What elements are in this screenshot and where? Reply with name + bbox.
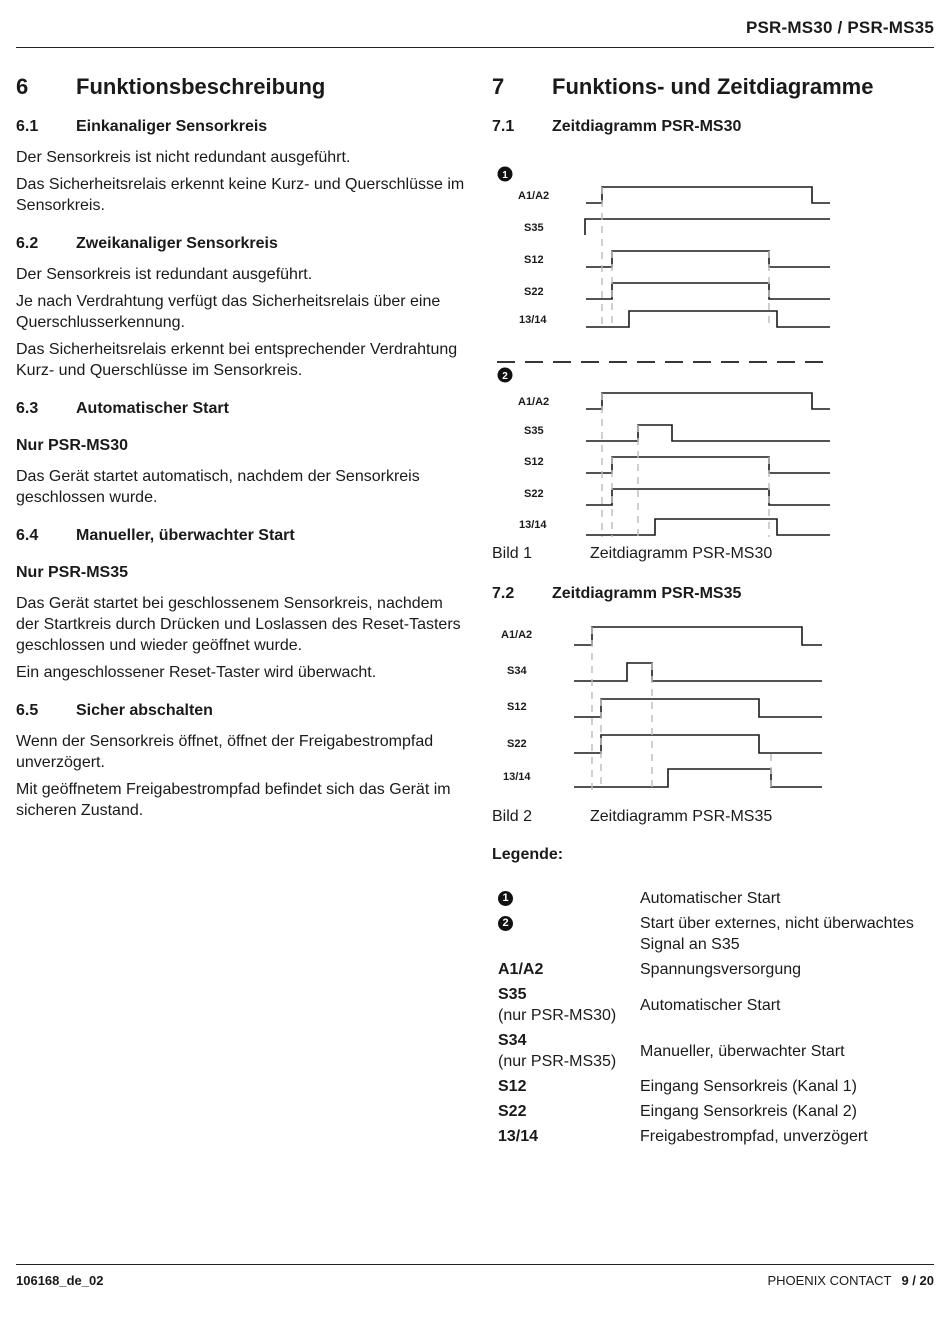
section-title: Zeitdiagramm PSR-MS30 — [552, 118, 742, 135]
paragraph: Ein angeschlossener Reset-Taster wird überwacht. — [16, 664, 377, 681]
left-column — [16, 74, 466, 827]
legend-key: S35 — [498, 986, 527, 1003]
paragraph: Der Sensorkreis ist nicht redundant ausgeführt. — [16, 149, 351, 166]
section-6-heading — [16, 74, 466, 100]
legend-row — [492, 913, 934, 959]
legend-key: S22 — [498, 1103, 527, 1120]
waveform-a1a2 — [574, 627, 822, 645]
badge-1-icon: 1 — [498, 891, 513, 906]
section-title: Sicher abschalten — [76, 702, 213, 719]
subheading: Nur PSR-MS35 — [16, 564, 129, 581]
waveform-a1a2 — [586, 187, 830, 203]
section-title: Funktions- und Zeitdiagramme — [552, 74, 874, 99]
section-title: Funktionsbeschreibung — [76, 74, 326, 99]
section-title: Manueller, überwachter Start — [76, 527, 295, 544]
waveform-a1a2 — [586, 393, 830, 409]
signal-label-s34: S34 — [507, 665, 527, 677]
section-number: 6.1 — [16, 118, 39, 135]
waveform-13-14 — [586, 311, 830, 327]
legend-row — [492, 984, 934, 1030]
footer-rule — [16, 1264, 934, 1265]
figure-caption-2 — [492, 808, 934, 826]
legend-title: Legende: — [492, 846, 564, 863]
section-number: 7 — [492, 74, 505, 99]
legend-row — [492, 1101, 934, 1126]
waveform-s35 — [586, 425, 830, 441]
legend-desc: Manueller, überwachter Start — [640, 1042, 845, 1060]
section-6-1-heading — [16, 118, 466, 136]
timing-diagram-ms35-svg — [492, 614, 934, 794]
section-title: Zweikanaliger Sensorkreis — [76, 235, 278, 252]
header-rule — [16, 47, 934, 48]
caption-text: Zeitdiagramm PSR-MS30 — [590, 545, 773, 562]
section-7-heading — [492, 74, 934, 100]
paragraph: Das Gerät startet bei geschlossenem Sensorkreis, nachdem der Startkreis durch Drücken und Loslassen des Reset-Tasters geschlossen und wieder geöffnet wurde. — [16, 595, 461, 654]
waveform-s12 — [586, 457, 830, 473]
legend-key: 13/14 — [498, 1128, 539, 1145]
legend-key: S34 — [498, 1032, 527, 1049]
legend-row — [492, 959, 934, 984]
signal-label-s22: S22 — [524, 286, 544, 298]
paragraph: Mit geöffnetem Freigabestrompfad befindet sich das Gerät im sicheren Zustand. — [16, 781, 451, 819]
signal-label-a1a2: A1/A2 — [518, 190, 550, 202]
signal-label-13-14: 13/14 — [519, 314, 547, 326]
caption-label: Bild 1 — [492, 545, 533, 562]
legend-row — [492, 888, 934, 913]
legend-table — [492, 888, 934, 1151]
waveform-s12 — [574, 699, 822, 717]
badge-1-number: 1 — [502, 170, 508, 181]
legend-row — [492, 1030, 934, 1076]
waveform-s22 — [586, 489, 830, 505]
signal-label-s22: S22 — [524, 488, 544, 500]
badge-2-number: 2 — [502, 371, 508, 382]
signal-label-s35: S35 — [524, 222, 544, 234]
footer-doc-id: 106168_de_02 — [16, 1273, 104, 1288]
signal-label-s12: S12 — [507, 701, 527, 713]
timing-diagram-ms35 — [492, 614, 934, 794]
subheading: Nur PSR-MS30 — [16, 437, 129, 454]
signal-label-13-14: 13/14 — [519, 519, 547, 531]
footer-page-number: 9 / 20 — [901, 1273, 934, 1288]
section-number: 6 — [16, 74, 29, 99]
signal-label-s35: S35 — [524, 425, 544, 437]
paragraph: Das Sicherheitsrelais erkennt keine Kurz- und Querschlüsse im Sensorkreis. — [16, 176, 465, 214]
page-header-title: PSR-MS30 / PSR-MS35 — [745, 18, 934, 37]
legend-key: S12 — [498, 1078, 527, 1095]
footer-company: PHOENIX CONTACT — [767, 1273, 892, 1288]
legend-desc: Automatischer Start — [640, 996, 781, 1014]
paragraph: Das Sicherheitsrelais erkennt bei entsprechender Verdrahtung Kurz- und Querschlüsse im Sensorkreis. — [16, 341, 458, 379]
signal-label-s22: S22 — [507, 738, 527, 750]
section-title: Einkanaliger Sensorkreis — [76, 118, 268, 135]
waveform-13-14 — [574, 769, 822, 787]
legend-desc: Automatischer Start — [640, 890, 781, 907]
waveform-s35 — [585, 219, 830, 235]
legend-key: A1/A2 — [498, 961, 544, 978]
signal-label-13-14: 13/14 — [503, 771, 531, 783]
section-6-2-heading — [16, 235, 466, 253]
caption-label: Bild 2 — [492, 808, 533, 825]
badge-2-icon: 2 — [498, 916, 513, 931]
signal-label-a1a2: A1/A2 — [501, 629, 533, 641]
waveform-s22 — [586, 283, 830, 299]
section-6-3-heading — [16, 400, 466, 418]
legend-key-note: (nur PSR-MS30) — [498, 1007, 617, 1024]
waveform-13-14 — [586, 519, 830, 535]
section-number: 6.4 — [16, 527, 39, 544]
legend-desc: Freigabestrompfad, unverzögert — [640, 1128, 868, 1145]
waveform-s12 — [586, 251, 830, 267]
section-6-4-heading — [16, 527, 466, 545]
timing-diagram-ms30-svg — [492, 147, 934, 537]
section-6-5-heading — [16, 702, 466, 720]
section-number: 7.2 — [492, 585, 515, 602]
signal-label-s12: S12 — [524, 254, 544, 266]
signal-label-s12: S12 — [524, 456, 544, 468]
legend-row — [492, 1076, 934, 1101]
section-7-2-heading — [492, 585, 934, 603]
legend-row — [492, 1126, 934, 1151]
section-number: 7.1 — [492, 118, 515, 135]
timing-diagram-ms30 — [492, 147, 934, 537]
footer-right — [767, 1273, 934, 1288]
paragraph: Je nach Verdrahtung verfügt das Sicherheitsrelais über eine Querschlusserkennung. — [16, 293, 441, 331]
legend-desc: Spannungsversorgung — [640, 961, 802, 978]
section-number: 6.3 — [16, 400, 39, 417]
caption-text: Zeitdiagramm PSR-MS35 — [590, 808, 773, 825]
waveform-s22 — [574, 735, 822, 753]
section-title: Zeitdiagramm PSR-MS35 — [552, 585, 742, 602]
signal-label-a1a2: A1/A2 — [518, 396, 550, 408]
section-title: Automatischer Start — [76, 400, 229, 417]
figure-caption-1 — [492, 545, 934, 563]
section-number: 6.2 — [16, 235, 39, 252]
section-number: 6.5 — [16, 702, 39, 719]
legend-desc: Eingang Sensorkreis (Kanal 2) — [640, 1103, 858, 1120]
section-7-1-heading — [492, 118, 934, 136]
waveform-s34 — [574, 663, 822, 681]
right-column — [492, 74, 934, 1151]
legend-key-note: (nur PSR-MS35) — [498, 1053, 617, 1070]
legend-desc: Eingang Sensorkreis (Kanal 1) — [640, 1078, 858, 1095]
paragraph: Das Gerät startet automatisch, nachdem der Sensorkreis geschlossen wurde. — [16, 468, 420, 506]
legend-desc: Start über externes, nicht überwachtes Signal an S35 — [640, 915, 914, 953]
paragraph: Der Sensorkreis ist redundant ausgeführt. — [16, 266, 313, 283]
paragraph: Wenn der Sensorkreis öffnet, öffnet der Freigabestrompfad unverzögert. — [16, 733, 434, 771]
